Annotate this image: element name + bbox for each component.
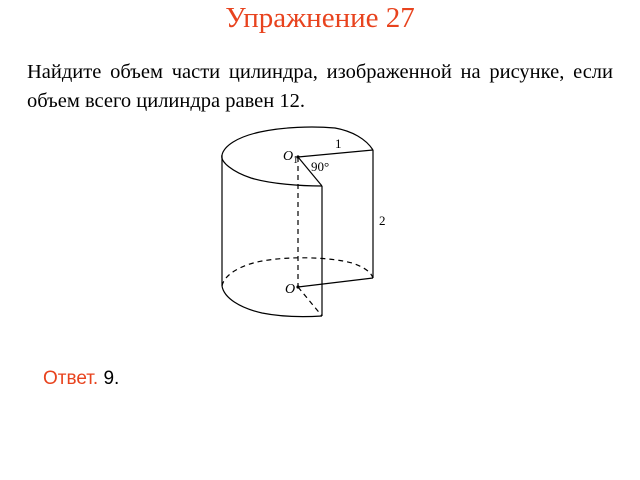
page-title: Упражнение 27 [225, 2, 415, 34]
bottom-radius-front [298, 287, 322, 316]
label-o: O [285, 282, 296, 297]
label-radius: 1 [335, 136, 342, 151]
answer [43, 368, 119, 390]
label-o1: $O_1$ [283, 149, 299, 166]
center-dot-bottom [296, 285, 299, 288]
bottom-arc-hidden [222, 258, 373, 286]
answer-value: 9. [103, 368, 120, 389]
top-radius-back [298, 150, 373, 157]
problem-statement: Найдите объем части цилиндра, изображенной на рисунке, если объем всего цилиндра равен 12. [27, 61, 613, 112]
label-height: 2 [379, 213, 386, 228]
bottom-radius-back [298, 278, 373, 287]
label-o1-sub: 1 [293, 155, 299, 166]
answer-label: Ответ. [43, 368, 99, 389]
bottom-arc-visible [222, 286, 322, 317]
label-angle: 90° [311, 159, 330, 174]
